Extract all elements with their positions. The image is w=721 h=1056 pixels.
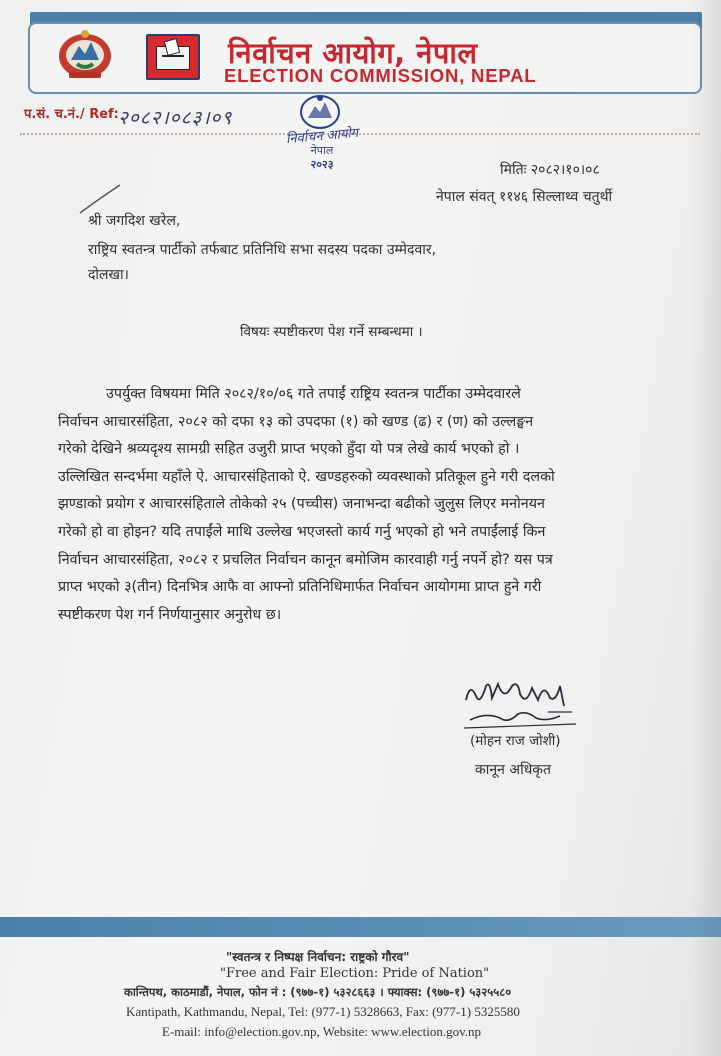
nepal-emblem-icon bbox=[55, 28, 115, 80]
commission-stamp bbox=[276, 92, 368, 178]
body-line: गरेको हो वा होइन? यदि तपाईंले माथि उल्लेख भएजस्तो कार्य गर्नु भएको हो भने तपाईंलाई किन bbox=[58, 523, 546, 540]
body-line: प्राप्त भएको ३(तीन) दिनभित्र आफै वा आफ्नो प्रतिनिधिमार्फत निर्वाचन आयोगमा प्राप्त हुने गरी bbox=[58, 579, 542, 596]
body-line: गरेको देखिने श्रव्यदृश्य सामग्री सहित उजुरी प्राप्त भएको हुँदा यो पत्र लेखे कार्य भएको हो । bbox=[58, 441, 520, 458]
nepal-sambat-date: नेपाल संवत् ११४६ सिल्लाथ्व चतुर्थी bbox=[436, 189, 613, 205]
signature-icon bbox=[456, 672, 586, 736]
stamp-text-2: नेपाल bbox=[310, 144, 334, 157]
recipient-location: दोलखा। bbox=[88, 267, 129, 283]
body-line: स्पष्टीकरण पेश गर्न निर्णयानुसार अनुरोध छ। bbox=[58, 606, 282, 623]
header-title-english: ELECTION COMMISSION, NEPAL bbox=[224, 65, 537, 86]
letter-date: मितिः २०८२।१०।०८ bbox=[500, 162, 600, 178]
body-line: उल्लिखित सन्दर्भमा यहाँले ऐ. आचारसंहिताको ऐ. खण्डहरुको व्यवस्थाको प्रतिकूल हुने गरी दलको bbox=[58, 468, 555, 485]
stamp-text-3: २०२३ bbox=[310, 158, 334, 171]
stamp-text-1: निर्वाचन आयोग bbox=[285, 125, 359, 148]
recipient-name: श्री जगदिश खरेल, bbox=[88, 213, 181, 229]
footer-motto-english: "Free and Fair Election: Pride of Nation" bbox=[220, 966, 490, 981]
footer-motto-nepali: "स्वतन्त्र र निष्पक्ष निर्वाचन: राष्ट्रको गौरव" bbox=[226, 950, 410, 964]
signatory-name: (मोहन राज जोशी) bbox=[470, 733, 561, 749]
body-line: झण्डाको प्रयोग र आचारसंहिताले तोकेको २५ (पच्चीस) जनाभन्दा बढीको जुलुस लिएर मनोनयन bbox=[58, 496, 545, 513]
signatory-designation: कानून अधिकृत bbox=[475, 762, 552, 778]
paper-shadow bbox=[691, 0, 721, 1056]
footer-stripe bbox=[0, 917, 721, 937]
body-line: निर्वाचन आचारसंहिता, २०८२ को दफा १३ को उपदफा (१) को खण्ड (ढ) र (ण) को उल्लङ्घन bbox=[58, 413, 534, 430]
election-commission-logo-icon bbox=[146, 34, 200, 80]
header-title-nepali: निर्वाचन आयोग, नेपाल bbox=[228, 36, 478, 70]
letter-subject: विषयः स्पष्टीकरण पेश गर्ने सम्बन्धमा । bbox=[240, 324, 423, 340]
footer-address-nepali: कान्तिपथ, काठमाडौं, नेपाल, फोन नं : (९७७-१) ५३२८६६३ । फ्याक्स: (९७७-१) ५३२५५८० bbox=[124, 985, 512, 999]
body-line: निर्वाचन आचारसंहिता, २०८२ र प्रचलित निर्वाचन कानून बमोजिम कारवाही गर्नु नपर्ने हो? यस पत्र bbox=[58, 551, 553, 568]
footer-contact: E-mail: info@election.gov.np, Website: www.election.gov.np bbox=[162, 1024, 482, 1039]
footer-address-english: Kantipath, Kathmandu, Nepal, Tel: (977-1) 5328663, Fax: (977-1) 5325580 bbox=[126, 1004, 520, 1019]
letter-body bbox=[58, 381, 650, 629]
body-line: उपर्युक्त विषयमा मिति २०८२/१०/०६ गते तपाईं राष्ट्रिय स्वतन्त्र पार्टीका उम्मेदवारले bbox=[106, 386, 521, 402]
reference-label: प.सं. च.नं./ Ref: bbox=[24, 107, 119, 122]
recipient-designation: राष्ट्रिय स्वतन्त्र पार्टीको तर्फबाट प्रतिनिधि सभा सदस्य पदका उम्मेदवार, bbox=[88, 242, 437, 258]
reference-number: २०८२।०८३।०९ bbox=[118, 107, 233, 129]
